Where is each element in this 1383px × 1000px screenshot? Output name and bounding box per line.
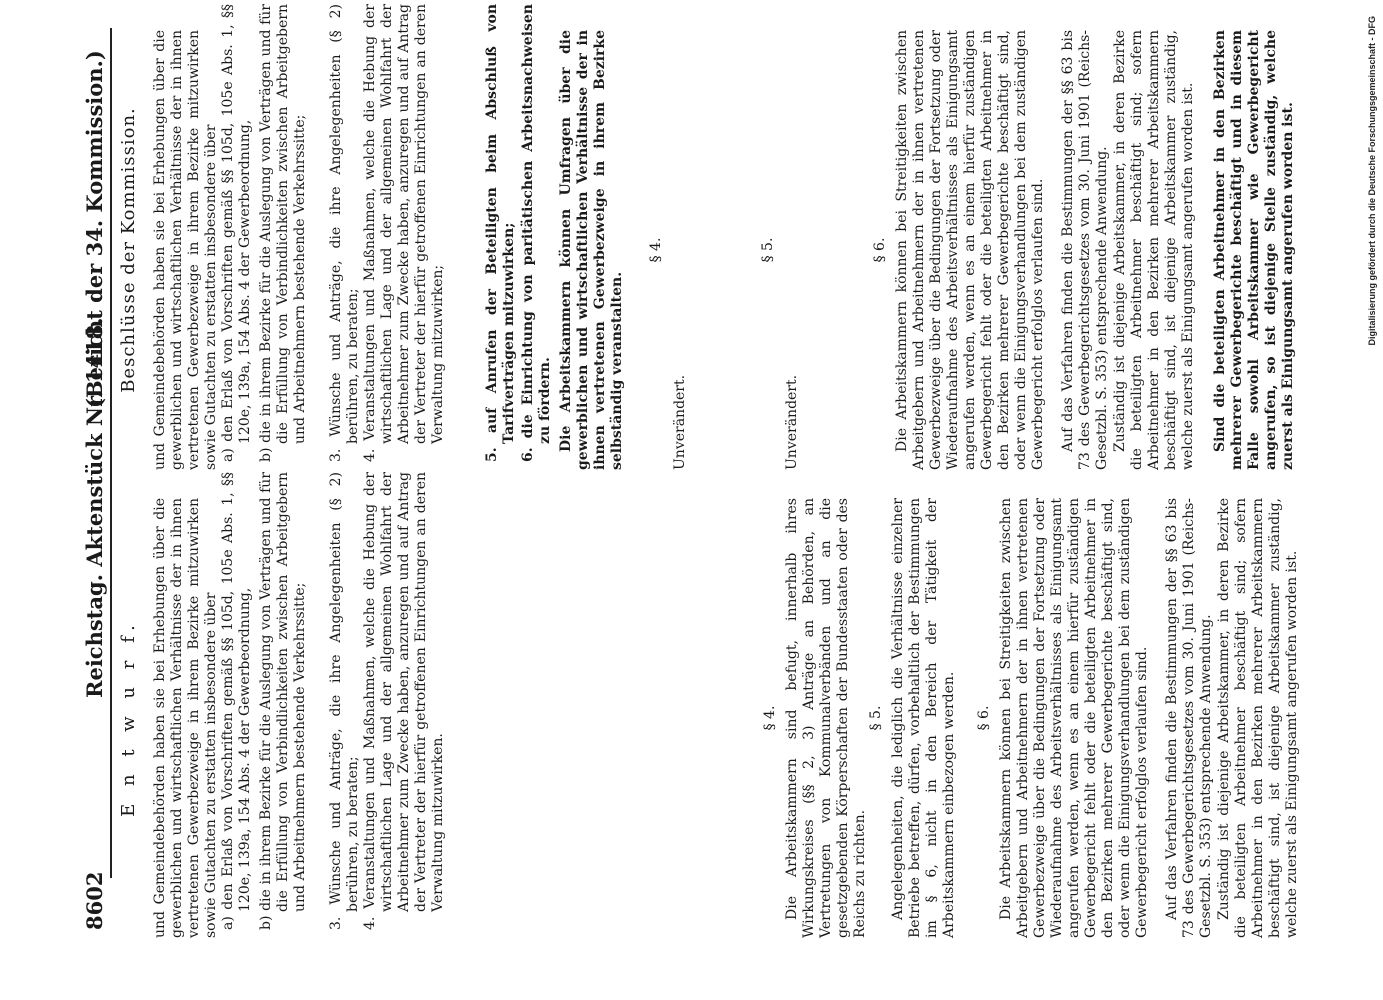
section-heading: § 4.: [762, 705, 778, 731]
paragraph: Auf das Verfahren finden die Bestimmungen der §§ 63 bis 73 des Gewerbegerichtsgesetzes vom 30. Juni 1901 (Reichs-Gesetzbl. S. 353) entsprechende Anwendung.: [1060, 30, 1110, 470]
column-draft: [100, 472, 1360, 938]
list-item: b) die in ihrem Bezirke für die Auslegung von Verträgen und für die Erfüllung von Verbindlichkeiten zwischen Arbeitgebern und Arbeitnehmern bestehende Verkehrssitte;: [258, 472, 308, 930]
paragraph: Unverändert.: [784, 374, 800, 470]
paragraph: und Gemeindebehörden haben sie bei Erhebungen über die gewerblichen und wirtschaftlichen Verhältnisse der in ihnen vertretenen Gewerbezweige in ihrem Bezirke mitzuwirken sowie Gutachten zu erstatten insbesondere über: [152, 30, 219, 470]
paragraph: Angelegenheiten, die lediglich die Verhältnisse einzelner Betriebe betreffen, dürfen, vorbehaltlich der Bestimmungen im § 6, nicht in den Bereich der Tätigkeit der Arbeitskammern einbezogen werden.: [890, 498, 957, 938]
paragraph: Zuständig ist diejenige Arbeitskammer, in deren Bezirke die beteiligten Arbeitnehmer beschäftigt sind; sofern Arbeitnehmer in den Bezirken mehrerer Arbeitskammern beschäftigt sind, ist diejenige Arbeitskammer zuständig, welche zuerst als Einigungsamt angerufen worden ist.: [1112, 30, 1196, 470]
paragraph: und Gemeindebehörden haben sie bei Erhebungen über die gewerblichen und wirtschaftlichen Verhältnisse der in ihnen vertretenen Gewerbezweige in ihrem Bezirke mitzuwirken sowie Gutachten zu erstatten insbesondere über: [152, 498, 219, 938]
paragraph: Die Arbeitskammern sind befugt, innerhalb ihres Wirkungskreises (§§ 2, 3) Anträge an Behörden, an Vertretungen von Kommunalverbänden und an die gesetzgebenden Körperschaften der Bundesstaaten oder des Reichs zu richten.: [784, 498, 868, 938]
header-report-title: (Bericht der 34. Kommission.): [82, 50, 107, 408]
list-item: a) den Erlaß von Vorschriften gemäß §§ 105d, 105e Abs. 1, §§ 120e, 139a, 154 Abs. 4 der Gewerbeordnung,: [220, 4, 253, 462]
list-item: b) die in ihrem Bezirke für die Auslegung von Verträgen und für die Erfüllung von Verbindlichkeiten zwischen Arbeitgebern und Arbeitnehmern bestehende Verkehrssitte;: [258, 4, 308, 462]
paragraph: Unverändert.: [672, 374, 688, 470]
page-number: 8602: [82, 871, 107, 930]
column-title: E n t w u r f.: [118, 619, 139, 817]
column-resolutions: [100, 4, 1360, 470]
page-header: [20, 38, 110, 938]
section-heading: § 5.: [868, 705, 884, 731]
header-document-title: Reichstag. Aktenstück Nr. 1418.: [82, 317, 107, 698]
paragraph: Die Arbeitskammern können bei Streitigkeiten zwischen Arbeitgebern und Arbeitnehmern der in ihnen vertretenen Gewerbezweige über die Bedingungen der Fortsetzung oder Wiederaufnahme des Arbeitsverhältnisses als Einigungsamt angerufen werden, wenn es an einem hierfür zuständigen Gewerbegericht fehlt oder die beteiligten Arbeitnehmer in den Bezirken mehrerer Gewerbegerichte beschäftigt sind, oder wenn die Einigungsverhandlungen bei dem zuständigen Gewerbegericht erfolglos verlaufen sind.: [998, 498, 1150, 938]
section-heading: § 6.: [976, 705, 992, 731]
list-item: 5. auf Anrufen der Beteiligten beim Abschluß von Tarifverträgen mitzuwirken;: [484, 4, 517, 462]
digitization-stamp: Digitalisierung gefördert durch die Deutsche Forschungsgemeinschaft - DFG: [1367, 16, 1377, 346]
paragraph: Zuständig ist diejenige Arbeitskammer, in deren Bezirke die beteiligten Arbeitnehmer beschäftigt sind; sofern Arbeitnehmer in den Bezirken mehrerer Arbeitskammern beschäftigt sind, ist diejenige Arbeitskammer zuständig, welche zuerst als Einigungsamt angerufen worden ist.: [1216, 498, 1300, 938]
column-title: Beschlüsse der Kommission.: [118, 107, 139, 393]
list-item: 4. Veranstaltungen und Maßnahmen, welche die Hebung der wirtschaftlichen Lage und der allgemeinen Wohlfahrt der Arbeitnehmer zum Zwecke haben, anzuregen und auf Antrag der Vertreter der hierfür getroffenen Einrichtungen an deren Verwaltung mitzuwirken.: [362, 472, 446, 930]
paragraph: Sind die beteiligten Arbeitnehmer in den Bezirken mehrerer Gewerbegerichte beschäftigt und in diesem Falle sowohl Arbeitskammer wie Gewerbegericht angerufen, so ist diejenige Stelle zuständig, welche zuerst als Einigungsamt angerufen worden ist.: [1212, 30, 1296, 470]
list-item: 3. Wünsche und Anträge, die ihre Angelegenheiten (§ 2) berühren, zu beraten;: [328, 472, 361, 930]
section-heading: § 6.: [872, 237, 888, 263]
list-item: 3. Wünsche und Anträge, die ihre Angelegenheiten (§ 2) berühren, zu beraten;: [328, 4, 361, 462]
section-heading: § 4.: [648, 237, 664, 263]
section-heading: § 5.: [760, 237, 776, 263]
paragraph: Auf das Verfahren finden die Bestimmungen der §§ 63 bis 73 des Gewerbegerichtsgesetzes vom 30. Juni 1901 (Reichs-Gesetzbl. S. 353) entsprechende Anwendung.: [1164, 498, 1214, 938]
list-item: a) den Erlaß von Vorschriften gemäß §§ 105d, 105e Abs. 1, §§ 120e, 139a, 154 Abs. 4 der Gewerbeordnung,: [220, 472, 253, 930]
paragraph: Die Arbeitskammern können Umfragen über die gewerblichen und wirtschaftlichen Verhältnisse der in ihnen vertretenen Gewerbezweige in ihrem Bezirke selbständig veranstalten.: [558, 30, 625, 470]
list-item: 6. die Einrichtung von paritätischen Arbeitsnachweisen zu fördern.: [520, 4, 553, 462]
paragraph: Die Arbeitskammern können bei Streitigkeiten zwischen Arbeitgebern und Arbeitnehmern der in ihnen vertretenen Gewerbezweige über die Bedingungen der Fortsetzung oder Wiederaufnahme des Arbeitsverhältnisses als Einigungsamt angerufen werden, wenn es an einem hierfür zuständigen Gewerbegericht fehlt oder die beteiligten Arbeitnehmer in den Bezirken mehrerer Gewerbegerichte beschäftigt sind, oder wenn die Einigungsverhandlungen bei dem zuständigen Gewerbegericht erfolglos verlaufen sind.: [894, 30, 1046, 470]
list-item: 4. Veranstaltungen und Maßnahmen, welche die Hebung der wirtschaftlichen Lage und der allgemeinen Wohlfahrt der Arbeitnehmer zum Zwecke haben, anzuregen und auf Antrag der Vertreter der hierfür getroffenen Einrichtungen an deren Verwaltung mitzuwirken;: [362, 4, 446, 462]
